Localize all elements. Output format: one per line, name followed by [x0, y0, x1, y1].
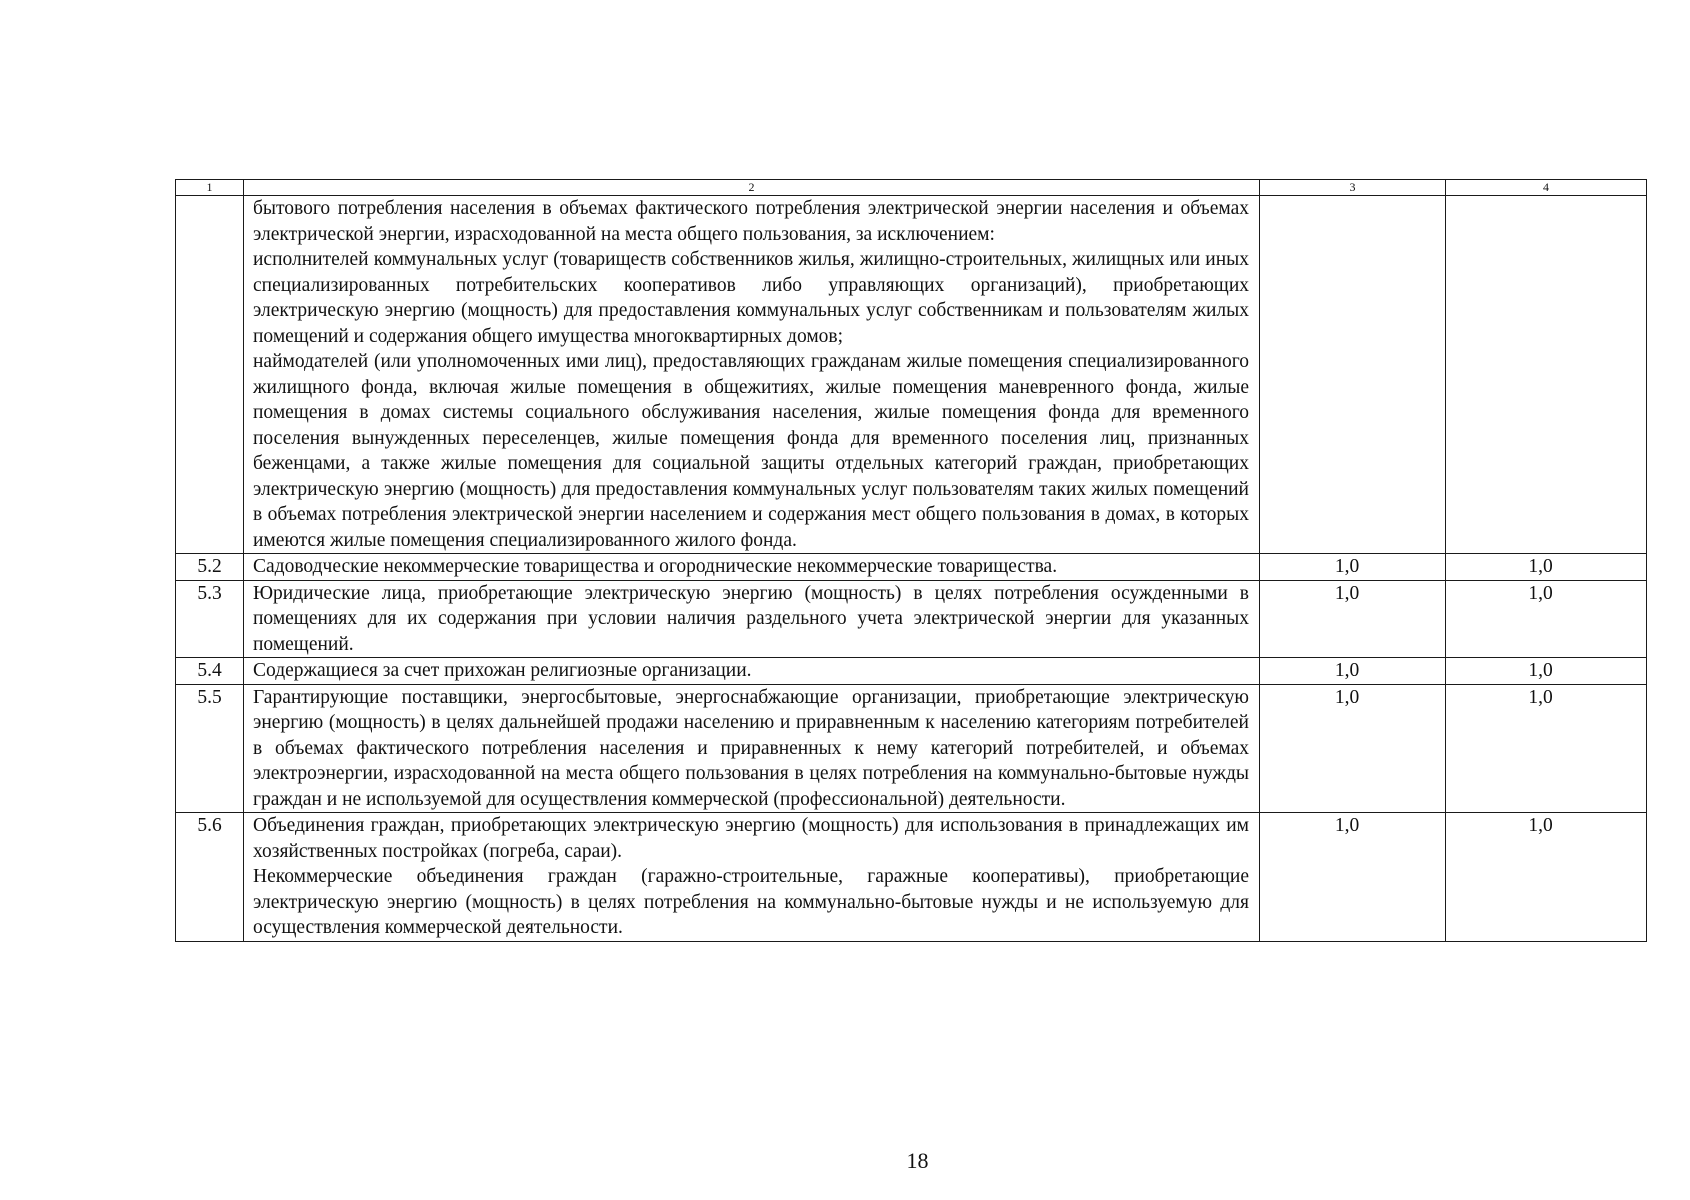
row-number-cell: 5.2 [176, 554, 244, 581]
value-cell-col4: 1,0 [1446, 580, 1647, 658]
value-cell-col4-empty [1446, 196, 1647, 554]
row-description-cell [244, 196, 1260, 554]
table-row-continuation [176, 196, 1647, 554]
row-number-cell: 5.3 [176, 580, 244, 658]
description-paragraph: Садоводческие некоммерческие товарищества и огороднические некоммерческие товарищества. [253, 556, 1058, 577]
column-number-header-row [176, 180, 1647, 196]
row-description-cell [244, 554, 1260, 581]
row-number-cell: 5.6 [176, 813, 244, 942]
description-paragraph: Юридические лица, приобретающие электрическую энергию (мощность) в целях потребления осужденными в помещениях для их содержания при условии наличия раздельного учета электрической энергии для указанных помещений. [253, 582, 1249, 655]
value-cell-col3: 1,0 [1260, 580, 1446, 658]
value-cell-col4: 1,0 [1446, 658, 1647, 685]
row-description-cell [244, 580, 1260, 658]
table-row-5-3 [176, 580, 1647, 658]
description-paragraph: бытового потребления населения в объемах фактического потребления электрической энергии населения и объемах электрической энергии, израсходованной на места общего пользования, за исключением: [253, 198, 1249, 245]
row-number-cell: 5.4 [176, 658, 244, 685]
value-cell-col4: 1,0 [1446, 554, 1647, 581]
description-paragraph: Объединения граждан, приобретающих электрическую энергию (мощность) для использования в принадлежащих им хозяйственных постройках (погреба, сараи). [253, 815, 1249, 862]
row-description-cell [244, 813, 1260, 942]
description-paragraph: Гарантирующие поставщики, энергосбытовые, энергоснабжающие организации, приобретающие электрическую энергию (мощность) в целях дальнейшей продажи населению и приравненным к населению категориям потребителей в объемах фактического потребления населения и приравненных к нему категорий потребителей, и объемах электроэнергии, израсходованной на места общего пользования в целях потребления на коммунально-бытовые нужды граждан и не используемой для осуществления коммерческой (профессиональной) деятельности. [253, 686, 1249, 810]
table-row-5-4 [176, 658, 1647, 685]
description-paragraph: Некоммерческие объединения граждан (гаражно-строительные, гаражные кооперативы), приобретающие электрическую энергию (мощность) в целях потребления на коммунально-бытовые нужды и не используемую для осуществления коммерческой деятельности. [253, 866, 1249, 938]
row-description-cell [244, 684, 1260, 813]
row-description-cell [244, 658, 1260, 685]
value-cell-col3: 1,0 [1260, 554, 1446, 581]
page-number: 18 [906, 1148, 929, 1173]
value-cell-col3: 1,0 [1260, 684, 1446, 813]
value-cell-col3: 1,0 [1260, 658, 1446, 685]
value-cell-col4: 1,0 [1446, 684, 1647, 813]
row-number-cell-empty [176, 196, 244, 554]
row-number-cell: 5.5 [176, 684, 244, 813]
value-cell-col3-empty [1260, 196, 1446, 554]
column-number-1: 1 [176, 180, 244, 196]
column-number-4: 4 [1446, 180, 1647, 196]
description-paragraph: исполнителей коммунальных услуг (товариществ собственников жилья, жилищно-строительных, жилищных или иных специализированных потребительских кооперативов либо управляющих организаций), приобретающих электрическую энергию (мощность) для предоставления коммунальных услуг собственникам и пользователям жилых помещений и содержания общего имущества многоквартирных домов; [253, 249, 1249, 347]
value-cell-col3: 1,0 [1260, 813, 1446, 942]
table-row-5-6 [176, 813, 1647, 942]
column-number-3: 3 [1260, 180, 1446, 196]
table-row-5-5 [176, 684, 1647, 813]
column-number-2: 2 [244, 180, 1260, 196]
description-paragraph: наймодателей (или уполномоченных ими лиц), предоставляющих гражданам жилые помещения специализированного жилищного фонда, включая жилые помещения в общежитиях, жилые помещения маневренного фонда, жилые помещения в домах системы социального обслуживания населения, жилые помещения фонда для временного поселения вынужденных переселенцев, жилые помещения фонда для временного поселения лиц, признанных беженцами, а также жилые помещения для социальной защиты отдельных категорий граждан, приобретающих электрическую энергию (мощность) для предоставления коммунальных услуг пользователям таких жилых помещений в объемах потребления электрической энергии населением и содержания мест общего пользования в домах, в которых имеются жилые помещения специализированного жилого фонда. [253, 351, 1249, 551]
description-paragraph: Содержащиеся за счет прихожан религиозные организации. [253, 660, 752, 681]
value-cell-col4: 1,0 [1446, 813, 1647, 942]
table-row-5-2 [176, 554, 1647, 581]
tariff-coefficients-table [175, 179, 1647, 942]
